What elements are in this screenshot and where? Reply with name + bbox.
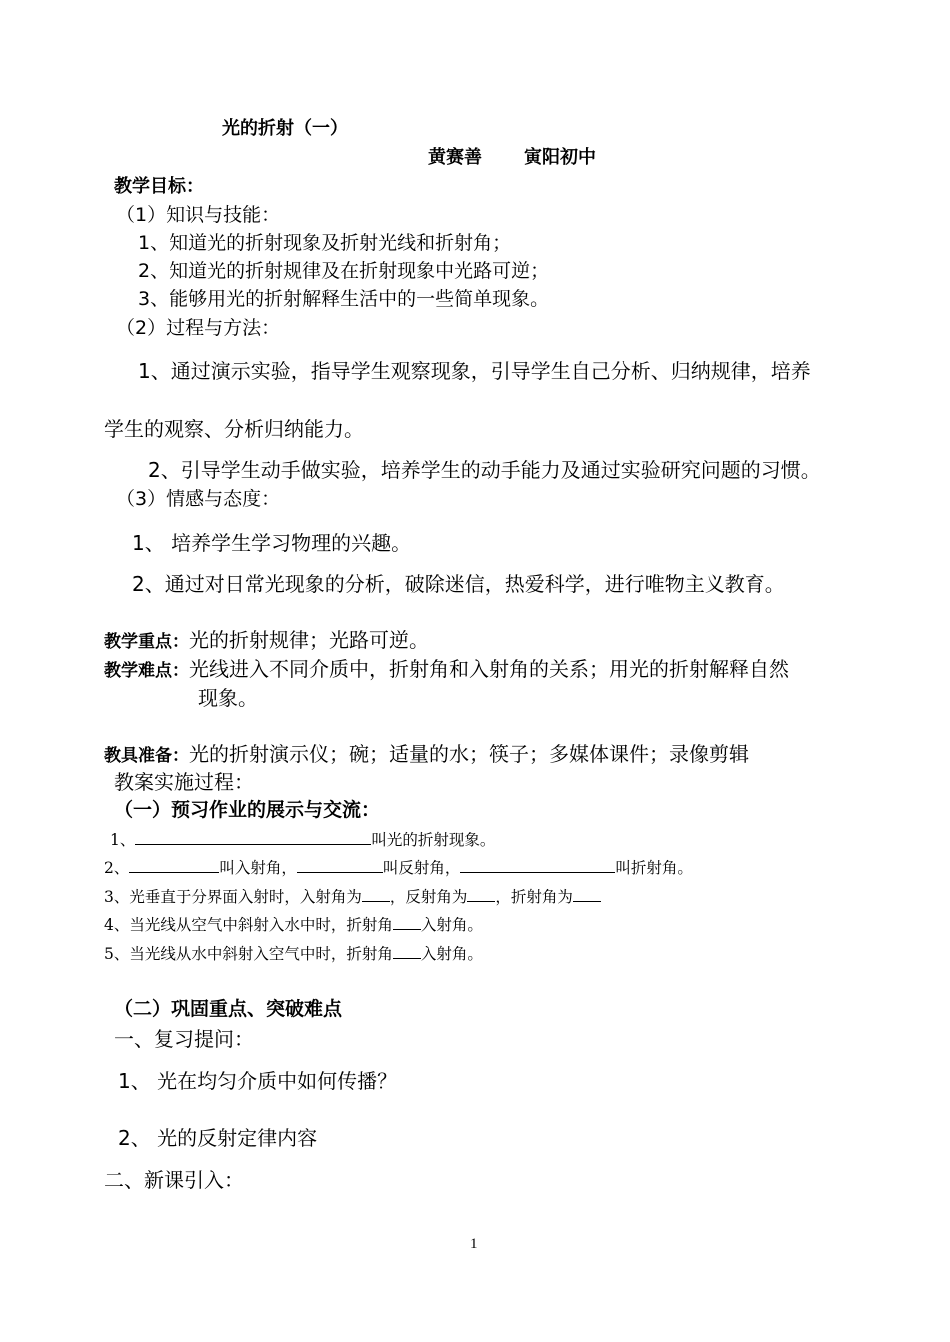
answer-blank[interactable]: [460, 858, 615, 873]
emotion-title: （3）情感与态度：: [116, 488, 281, 510]
process-title: （2）过程与方法：: [116, 317, 281, 339]
section1-title: （一）预习作业的展示与交流：: [114, 799, 381, 821]
lesson-title: 光的折射（一）: [222, 118, 348, 139]
section2-title: （二）巩固重点、突破难点: [114, 998, 343, 1020]
answer-blank[interactable]: [467, 887, 495, 902]
answer-blank[interactable]: [393, 944, 421, 959]
answer-blank[interactable]: [129, 858, 219, 873]
knowledge-item: 1、知道光的折射现象及折射光线和折射角；: [138, 232, 512, 254]
preview-question-3: 3、光垂直于分界面入射时，入射角为 ，反射角为 ，折射角为: [104, 887, 601, 906]
knowledge-item: 2、知道光的折射规律及在折射现象中光路可逆；: [138, 260, 550, 282]
review-item: 2、 光的反射定律内容: [118, 1126, 318, 1150]
key-point-text: 光的折射规律；光路可逆。: [189, 628, 429, 652]
preview-question-2: 2、 叫入射角， 叫反射角， 叫折射角。: [104, 859, 693, 877]
knowledge-item: 3、能够用光的折射解释生活中的一些简单现象。: [138, 288, 550, 310]
difficulty-text-cont: 现象。: [198, 686, 258, 710]
process-item: 2、引导学生动手做实验，培养学生的动手能力及通过实验研究问题的习惯。: [148, 458, 821, 482]
difficulty: [104, 659, 789, 680]
process-heading: 教案实施过程：: [114, 770, 254, 794]
materials-label: 教具准备：: [104, 746, 189, 766]
difficulty-text: 光线进入不同介质中，折射角和入射角的关系；用光的折射解释自然: [189, 657, 789, 681]
answer-blank[interactable]: [573, 887, 601, 902]
review-item: 1、 光在均匀介质中如何传播？: [118, 1069, 398, 1093]
page-number: 1: [470, 1236, 478, 1252]
materials-text: 光的折射演示仪；碗；适量的水；筷子；多媒体课件；录像剪辑: [189, 742, 749, 766]
emotion-item: 2、通过对日常光现象的分析，破除迷信，热爱科学，进行唯物主义教育。: [132, 572, 785, 596]
process-item-line2: 学生的观察、分析归纳能力。: [104, 417, 364, 441]
objectives-heading: 教学目标：: [114, 176, 204, 197]
new-lesson-title: 二、新课引入：: [104, 1168, 244, 1192]
answer-blank[interactable]: [362, 887, 390, 902]
answer-blank[interactable]: [135, 830, 371, 845]
knowledge-title: （1）知识与技能：: [116, 204, 281, 226]
school-name: 寅阳初中: [524, 147, 596, 168]
answer-blank[interactable]: [297, 858, 383, 873]
difficulty-label: 教学难点：: [104, 661, 189, 681]
preview-question-5: 5、当光线从水中斜射入空气中时，折射角 入射角。: [104, 945, 483, 963]
author-name: 黄赛善: [428, 147, 482, 168]
key-point-label: 教学重点：: [104, 632, 189, 652]
review-title: 一、复习提问：: [114, 1027, 254, 1051]
key-point: [104, 630, 429, 651]
emotion-item: 1、 培养学生学习物理的兴趣。: [132, 531, 412, 555]
materials: [104, 744, 749, 765]
process-item-line1: 1、通过演示实验，指导学生观察现象，引导学生自己分析、归纳规律，培养: [138, 359, 811, 383]
answer-blank[interactable]: [393, 915, 421, 930]
preview-question-4: 4、当光线从空气中斜射入水中时，折射角 入射角。: [104, 916, 483, 934]
preview-question-1: 1、 叫光的折射现象。: [110, 831, 496, 849]
